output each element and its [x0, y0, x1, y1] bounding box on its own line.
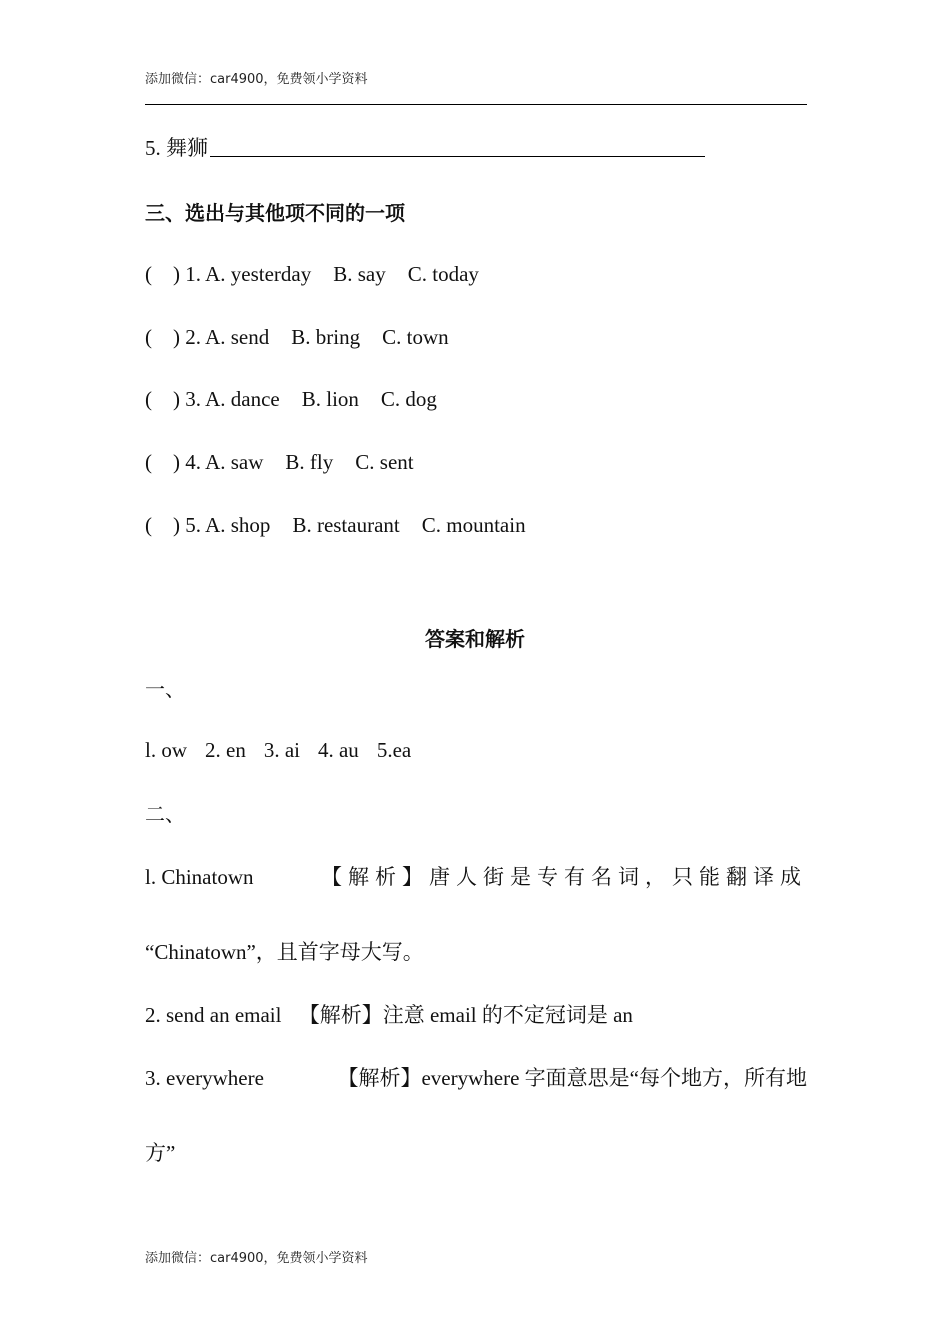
answer-2-1-continued: “Chinatown”，且首字母大写。: [145, 940, 424, 964]
option-b: B. say: [333, 262, 386, 286]
explanation-text: 【解析】everywhere 字面意思是“每个地方，所有地: [337, 1066, 807, 1090]
choice-item-1: [145, 262, 479, 287]
answers-title: 答案和解析: [425, 627, 525, 651]
section-3-title: 三、选出与其他项不同的一项: [145, 201, 405, 225]
paren-close: ): [173, 450, 180, 474]
option-a: A. dance: [205, 387, 280, 411]
option-b: B. bring: [291, 325, 361, 349]
answers-part-1-list: [145, 738, 429, 763]
option-c: C. sent: [355, 450, 414, 474]
answer-2-3-continued: 方”: [145, 1141, 176, 1165]
answer-text: l. Chinatown: [145, 865, 254, 889]
answer-2-1: [145, 865, 807, 890]
answer-2-2: [145, 1003, 633, 1028]
option-b: B. fly: [285, 450, 334, 474]
answer-5: 5.ea: [376, 738, 412, 762]
option-b: B. restaurant: [292, 513, 400, 537]
option-b: B. lion: [301, 387, 359, 411]
option-c: C. dog: [380, 387, 437, 411]
item-number: 2.: [185, 325, 201, 349]
paren-open: (: [145, 262, 152, 286]
paren-open: (: [145, 513, 152, 537]
option-a: A. saw: [205, 450, 264, 474]
answer-2: 2. en: [205, 738, 246, 762]
paren-open: (: [145, 387, 152, 411]
answer-3: 3. ai: [263, 738, 300, 762]
choice-item-2: [145, 325, 449, 350]
paren-close: ): [173, 262, 180, 286]
choice-item-5: [145, 513, 526, 538]
answer-1: l. ow: [145, 738, 187, 762]
paren-open: (: [145, 325, 152, 349]
choice-item-4: [145, 450, 414, 475]
option-a: A. yesterday: [205, 262, 312, 286]
explanation-text: 【解析】唐人街是专有名词，只能翻译成: [321, 865, 807, 889]
answers-part-2-label: 二、: [145, 802, 185, 826]
answers-part-1-label: 一、: [145, 677, 185, 701]
answer-2-3: [145, 1066, 807, 1091]
option-c: C. today: [407, 262, 479, 286]
page-header: 添加微信：car4900，免费领小学资料: [145, 72, 368, 87]
option-c: C. mountain: [421, 513, 526, 537]
paren-open: (: [145, 450, 152, 474]
header-rule: [145, 104, 807, 105]
option-a: A. shop: [205, 513, 271, 537]
paren-close: ): [173, 325, 180, 349]
page-footer: 添加微信：car4900，免费领小学资料: [145, 1251, 368, 1266]
question-number: 5.: [145, 136, 161, 160]
choice-item-3: [145, 387, 437, 412]
explanation-text: 【解析】注意 email 的不定冠词是 an: [298, 1003, 633, 1027]
answer-text: 3. everywhere: [145, 1066, 264, 1090]
question-5-translate: [145, 136, 705, 161]
item-number: 5.: [185, 513, 201, 537]
answer-text: 2. send an email: [145, 1003, 282, 1027]
item-number: 4.: [185, 450, 201, 474]
answer-4: 4. au: [317, 738, 359, 762]
question-word: 舞狮: [166, 136, 208, 160]
answer-blank: [210, 136, 705, 157]
paren-close: ): [173, 513, 180, 537]
option-a: A. send: [205, 325, 270, 349]
option-c: C. town: [382, 325, 449, 349]
paren-close: ): [173, 387, 180, 411]
item-number: 3.: [185, 387, 201, 411]
item-number: 1.: [185, 262, 201, 286]
